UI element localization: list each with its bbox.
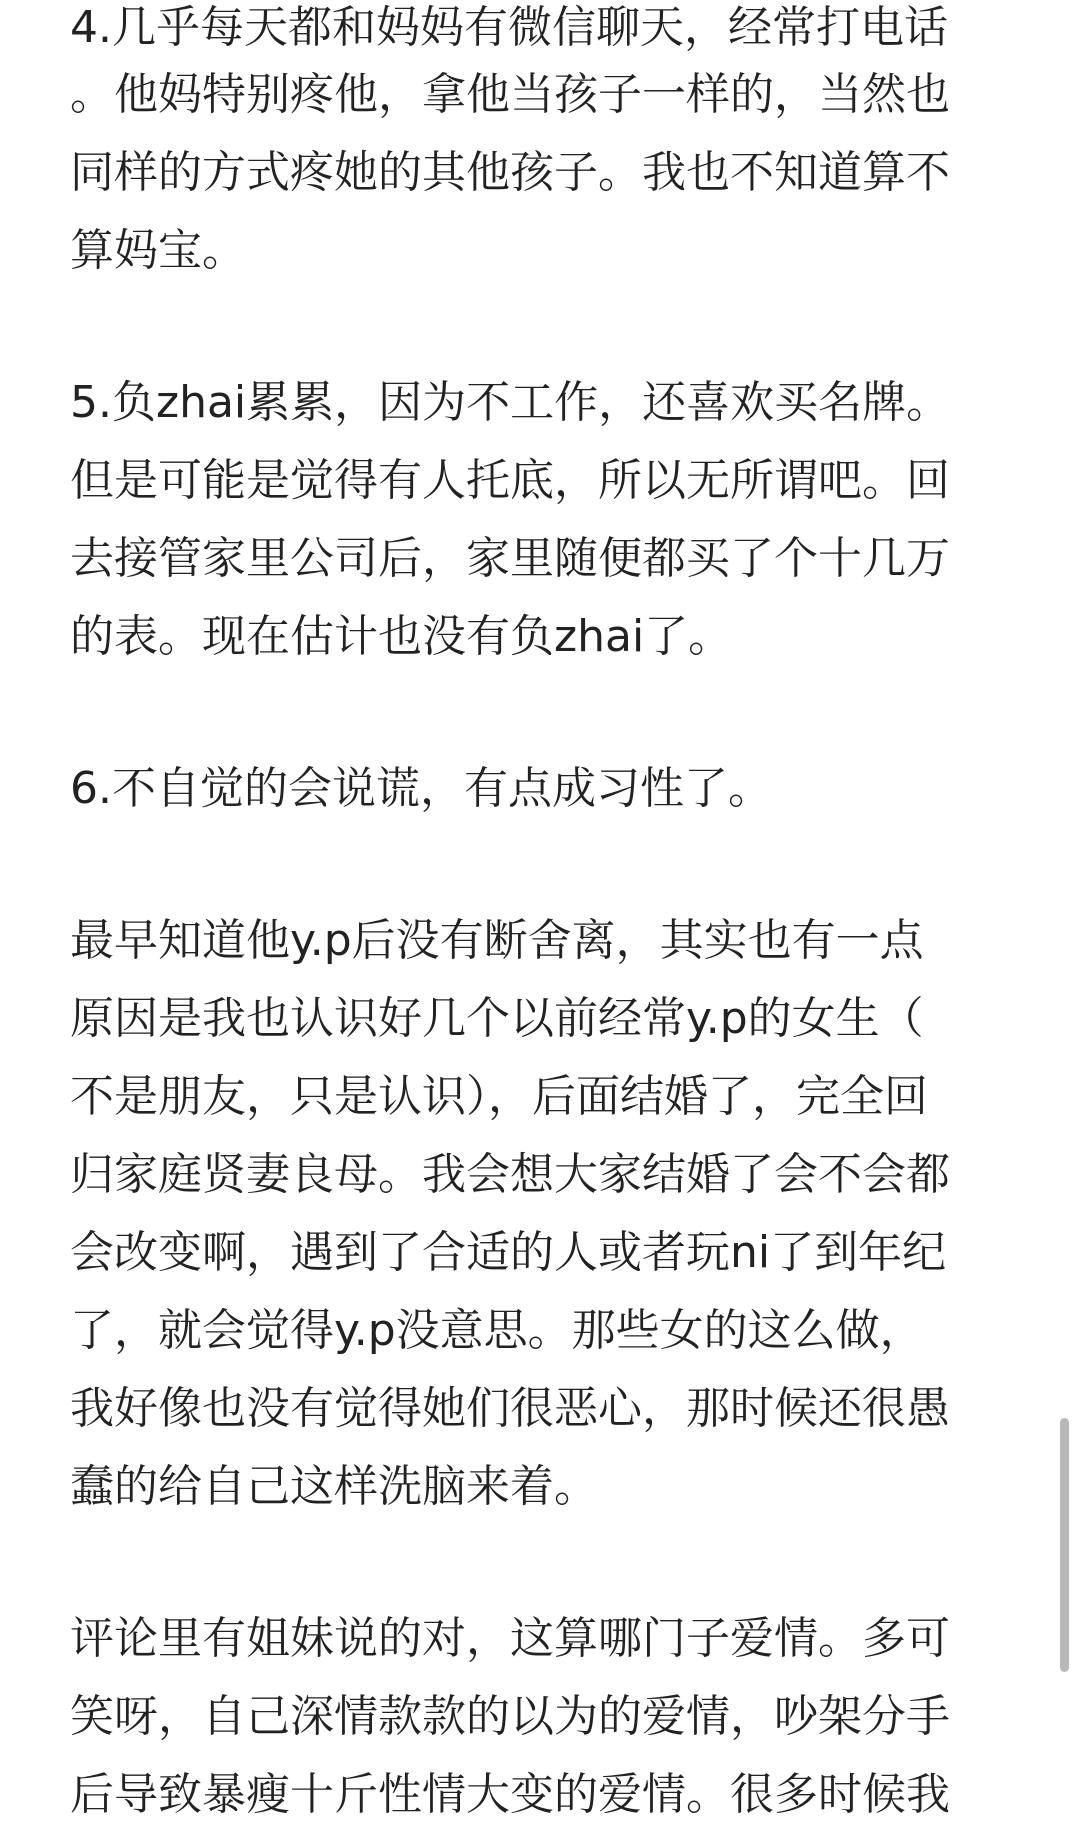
text-line: 蠢的给自己这样洗脑来着。 [70, 1461, 598, 1512]
text-line: 原因是我也认识好几个以前经常y.p的女生（ [70, 993, 924, 1044]
scrollbar-thumb[interactable] [1060, 1418, 1069, 1672]
text-line: 的表。现在估计也没有负zhai了。 [70, 611, 733, 662]
paragraph-gap [70, 1526, 1010, 1600]
text-line: 4.几乎每天都和妈妈有微信聊天，经常打电话 [70, 2, 948, 53]
scrollbar[interactable] [1060, 0, 1070, 1847]
text-line: 了，就会觉得y.p没意思。那些女的这么做， [70, 1305, 924, 1356]
paragraph-4 [70, 0, 1010, 290]
paragraph-gap [70, 290, 1010, 364]
text-line: 评论里有姐妹说的对，这算哪门子爱情。多可 [70, 1613, 950, 1664]
text-line: 去接管家里公司后，家里随便都买了个十几万 [70, 533, 950, 584]
text-line: 。他妈特别疼他，拿他当孩子一样的，当然也 [70, 69, 950, 120]
text-line: 6.不自觉的会说谎，有点成习性了。 [70, 763, 772, 814]
text-line: 后导致暴瘦十斤性情大变的爱情。很多时候我 [70, 1769, 950, 1820]
text-line: 同样的方式疼她的其他孩子。我也不知道算不 [70, 147, 950, 198]
paragraph-explanation [70, 902, 1010, 1526]
text-line: 但是可能是觉得有人托底，所以无所谓吧。回 [70, 455, 950, 506]
text-line: 最早知道他y.p后没有断舍离，其实也有一点 [70, 915, 924, 966]
text-line: 算妈宝。 [70, 225, 246, 276]
paragraph-gap [70, 676, 1010, 750]
article-body [70, 0, 1010, 1834]
paragraph-6 [70, 750, 1010, 828]
text-line: 不是朋友，只是认识），后面结婚了，完全回 [70, 1071, 928, 1122]
text-line: 会改变啊，遇到了合适的人或者玩ni了到年纪 [70, 1227, 947, 1278]
text-line: 5.负zhai累累，因为不工作，还喜欢买名牌。 [70, 377, 951, 428]
paragraph-gap [70, 828, 1010, 902]
paragraph-comments [70, 1600, 1010, 1834]
paragraph-5 [70, 364, 1010, 676]
text-line: 我好像也没有觉得她们很恶心，那时候还很愚 [70, 1383, 950, 1434]
text-line: 归家庭贤妻良母。我会想大家结婚了会不会都 [70, 1149, 950, 1200]
text-line: 笑呀，自己深情款款的以为的爱情，吵架分手 [70, 1691, 950, 1742]
